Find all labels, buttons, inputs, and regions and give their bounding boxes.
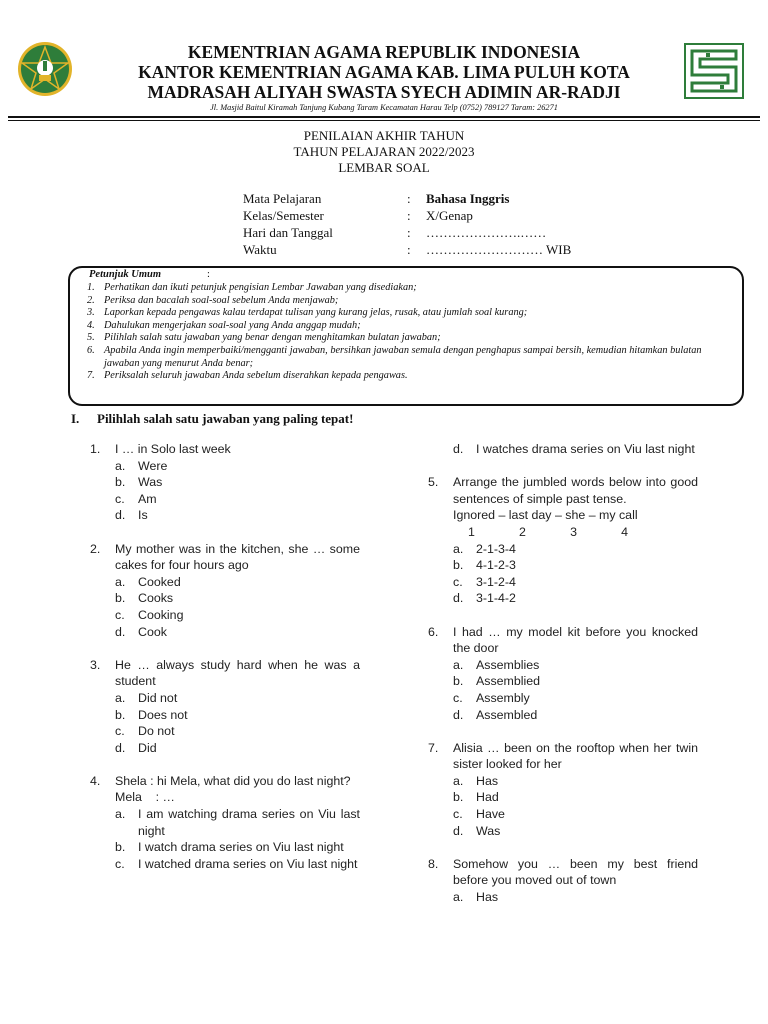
instructions-list — [87, 282, 727, 383]
section-number: I. — [71, 411, 80, 426]
questions-left-column — [90, 441, 360, 872]
info-label: Kelas/Semester — [243, 208, 324, 223]
section-title: Pilihlah salah satu jawaban yang paling tepat! — [97, 411, 354, 426]
info-value-class: X/Genap — [426, 208, 473, 223]
info-value-time: ……………………… WIB — [426, 242, 572, 257]
instruction-item: 2. Periksa dan bacalah soal-soal sebelum Anda menjawab; — [87, 294, 339, 306]
header-line-2: KANTOR KEMENTRIAN AGAMA KAB. LIMA PULUH KOTA — [138, 62, 630, 82]
instruction-item: 3. Laporkan kepada pengawas kalau terdapat tulisan yang kurang jelas, rusak, atau jumlah soal kurang; — [87, 307, 528, 319]
info-label: Mata Pelajaran — [243, 191, 322, 206]
question-2: 2. My mother was in the kitchen, she … some cakes for four hours ago a. Cooked b. Cooks c. Cooking d. Cook — [90, 541, 360, 639]
instruction-item: 7. Periksalah seluruh jawaban Anda sebelum diserahkan kepada pengawas. — [87, 370, 408, 382]
question-5: 5. Arrange the jumbled words below into good sentences of simple past tense. Ignored – last day – she – my call 1 2 3 4 a. 2-1-3-4 b. 4-1-2-3 c. 3-1-2-4 d. 3-1-4-2 — [428, 475, 698, 606]
header-rule — [8, 116, 760, 118]
exam-title-1: PENILAIAN AKHIR TAHUN — [303, 128, 465, 143]
question-4: 4. Shela : hi Mela, what did you do last night? Mela : … a. I am watching drama series on Viu last night b. I watch drama series on Viu last night c. I watched drama series on Viu last night — [90, 773, 360, 871]
exam-title-2: TAHUN PELAJARAN 2022/2023 — [293, 144, 475, 159]
header-line-3: MADRASAH ALIYAH SWASTA SYECH ADIMIN AR-RADJI — [147, 82, 621, 102]
info-label: Hari dan Tanggal — [243, 225, 333, 240]
header-address: Jl. Masjid Baitul Kiramah Tanjung Kubang Taram Kecamatan Harau Telp (0752) 789127 Taram: 26271 — [210, 103, 558, 112]
info-value-subject: Bahasa Inggris — [426, 191, 510, 206]
question-8: 8. Somehow you … been my best friend before you moved out of town a. Has — [428, 856, 698, 905]
instruction-item: 4. Dahulukan mengerjakan soal-soal yang Anda anggap mudah; — [87, 319, 361, 331]
question-6: 6. I had … my model kit before you knocked the door a. Assemblies b. Assemblied c. Assembly d. Assembled — [428, 624, 698, 722]
info-value-date: ………………….…… — [426, 225, 547, 240]
exam-title-3: LEMBAR SOAL — [338, 160, 430, 175]
question-3: 3. He … always study hard when he was a student a. Did not b. Does not c. Do not d. Did — [90, 657, 360, 755]
instructions-title: Petunjuk Umum — [89, 269, 162, 280]
info-colons: : : : : — [407, 191, 411, 257]
header-rule-thin — [8, 120, 760, 121]
info-labels — [243, 190, 333, 258]
info-values — [426, 190, 571, 258]
question-4-option-d: d. I watches drama series on Viu last night — [453, 442, 695, 456]
instruction-item: 1. Perhatikan dan ikuti petunjuk pengisian Lembar Jawaban yang disediakan; — [87, 282, 417, 293]
question-7: 7. Alisia … been on the rooftop when her twin sister looked for her a. Has b. Had c. Have d. Was — [428, 740, 698, 838]
question-1: 1. I … in Solo last week a. Were b. Was c. Am d. Is — [90, 442, 231, 523]
header-line-1: KEMENTRIAN AGAMA REPUBLIK INDONESIA — [187, 42, 581, 62]
info-label: Waktu — [243, 242, 277, 257]
instruction-item: 5. Pilihlah salah satu jawaban yang benar dengan menghitamkan bulatan jawaban; — [87, 332, 441, 344]
instruction-item: 6. Apabila Anda ingin memperbaiki/mengganti jawaban, bersihkan jawaban semula dengan penghapus sampai bersih, kemudian hitamkan bulatan jawaban yang menurut Anda benar; — [87, 344, 702, 369]
word-order-numbers: 1 2 3 4 — [468, 524, 628, 539]
questions-right-column — [428, 441, 698, 906]
